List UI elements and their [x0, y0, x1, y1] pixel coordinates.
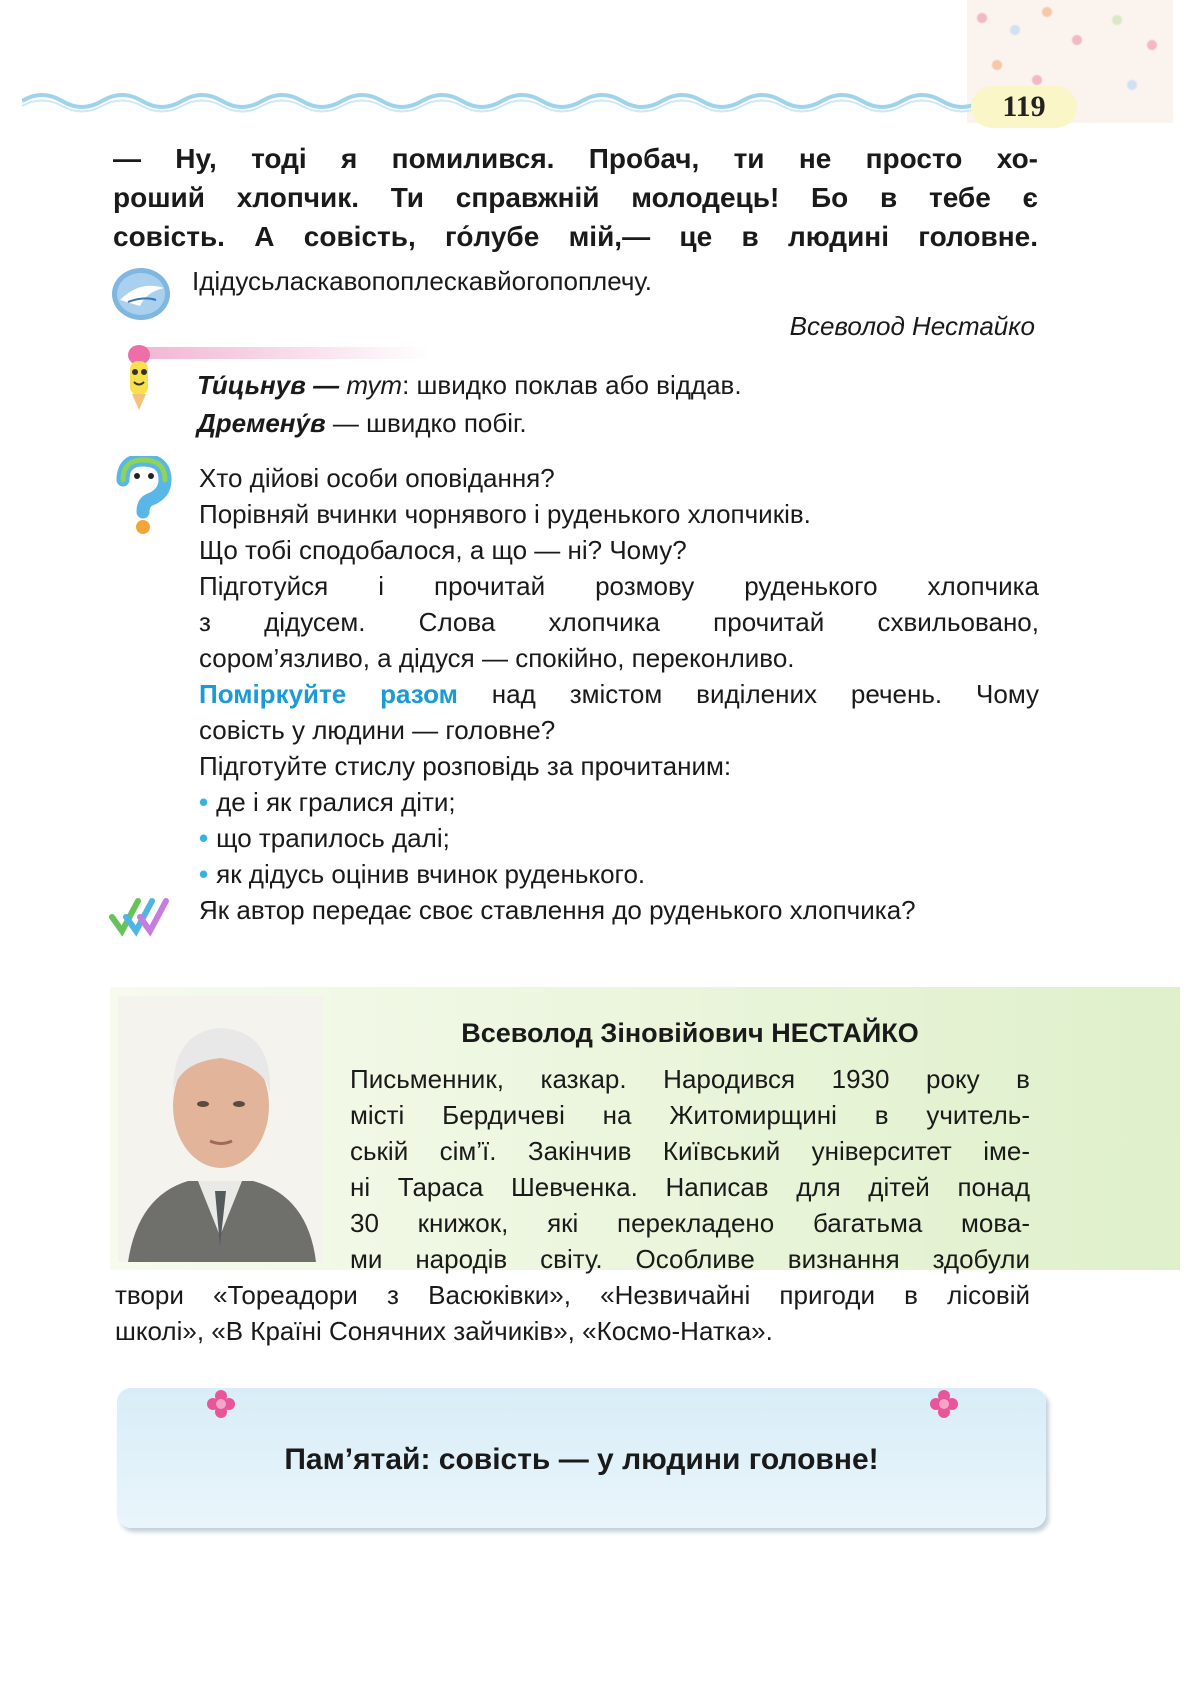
glossary-term: Ти́цьнув — [197, 370, 347, 400]
glossary-definition: — швидко побіг. [325, 408, 527, 438]
bio-line: ні Тараса Шевченка. Написав для дітей понад [350, 1172, 1030, 1202]
story-author: Всеволод Нестайко [789, 311, 1035, 341]
question-line: сором’язливо, а дідуся — спокійно, переконливо. [199, 643, 795, 673]
bio-line: ській сім’ї. Закінчив Київський університет іме- [350, 1136, 1030, 1166]
bullet-item [199, 820, 1039, 856]
flower-icon [930, 1390, 958, 1418]
author-bio-continued [115, 1277, 1030, 1349]
page-number: 119 [971, 86, 1077, 128]
glossary [197, 366, 1037, 442]
bullet-icon: • [199, 859, 209, 889]
question: Підготуйте стислу розповідь за прочитаним: [199, 751, 732, 781]
bullet-icon: • [199, 823, 209, 853]
discuss-together-highlight: Поміркуйте разом [199, 679, 458, 709]
creative-task-checkmarks-icon [108, 895, 176, 937]
bio-line: місті Бердичеві на Житомирщині в учитель- [350, 1100, 1030, 1130]
author-name: Всеволод Зіновійович НЕСТАЙКО [461, 1018, 919, 1048]
bullet-text: як дідусь оцінив вчинок руденького. [216, 859, 646, 889]
glossary-entry [197, 404, 1037, 442]
story-line: роший хлопчик. Ти справжній молодець! Бо в тебе є [113, 182, 1038, 213]
question-text: над змістом виділених речень. Чому [457, 679, 1039, 709]
questions-block [199, 460, 1039, 928]
bullet-icon: • [199, 787, 209, 817]
glossary-strip [145, 347, 430, 359]
glossary-entry [197, 366, 1037, 404]
story-line: — Ну, тоді я помилився. Пробач, ти не просто хо- [113, 143, 1038, 174]
bio-line: ми народів світу. Особливе визнання здобули [350, 1244, 1030, 1274]
bullet-text: де і як гралися діти; [216, 787, 456, 817]
bio-line: Письменник, казкар. Народився 1930 року в [350, 1064, 1030, 1094]
glossary-definition: : швидко поклав або віддав. [402, 370, 742, 400]
bio-line: твори «Тореадори з Васюківки», «Незвичайні пригоди в лісовій [115, 1280, 1030, 1310]
glossary-term: Дремену́в [197, 408, 326, 438]
question-line: совість у людини — головне? [199, 715, 556, 745]
bio-line: 30 книжок, які перекладено багатьма мова- [350, 1208, 1030, 1238]
flower-icon [207, 1390, 235, 1418]
bio-line: школі», «В Країні Сонячних зайчиків», «Космо-Натка». [115, 1316, 773, 1346]
author-bio [350, 1061, 1030, 1277]
wave-divider-icon [22, 86, 982, 116]
question: Порівняй вчинки чорнявого і руденького хлопчиків. [199, 499, 811, 529]
narration-line: Ідідусьласкавопоплескавйогопоплечу. [192, 266, 652, 296]
reading-bird-icon [110, 266, 172, 322]
question: Що тобі сподобалося, а що — ні? Чому? [199, 535, 687, 565]
question: Як автор передає своє ставлення до руденького хлопчика? [199, 895, 916, 925]
glossary-qualifier: тут [346, 370, 403, 400]
story-line: совість. А совість, го́лубе мій,— це в людині головне. [113, 221, 1038, 252]
bullet-item [199, 784, 1039, 820]
question-line [199, 676, 1039, 712]
question: Хто дійові особи оповідання? [199, 463, 555, 493]
bullet-text: що трапилось далі; [216, 823, 450, 853]
question-line: з дідусем. Слова хлопчика прочитай схвильовано, [199, 607, 1039, 637]
author-portrait [118, 996, 323, 1262]
bullet-item [199, 856, 1039, 892]
glossary-pencil-icon [122, 344, 156, 412]
question-mark-icon [113, 456, 173, 536]
story-ending [113, 139, 1038, 256]
question-line: Підготуйся і прочитай розмову руденького хлопчика [199, 571, 1039, 601]
remember-statement: Пам’ятай: совість — у людини головне! [284, 1443, 879, 1476]
